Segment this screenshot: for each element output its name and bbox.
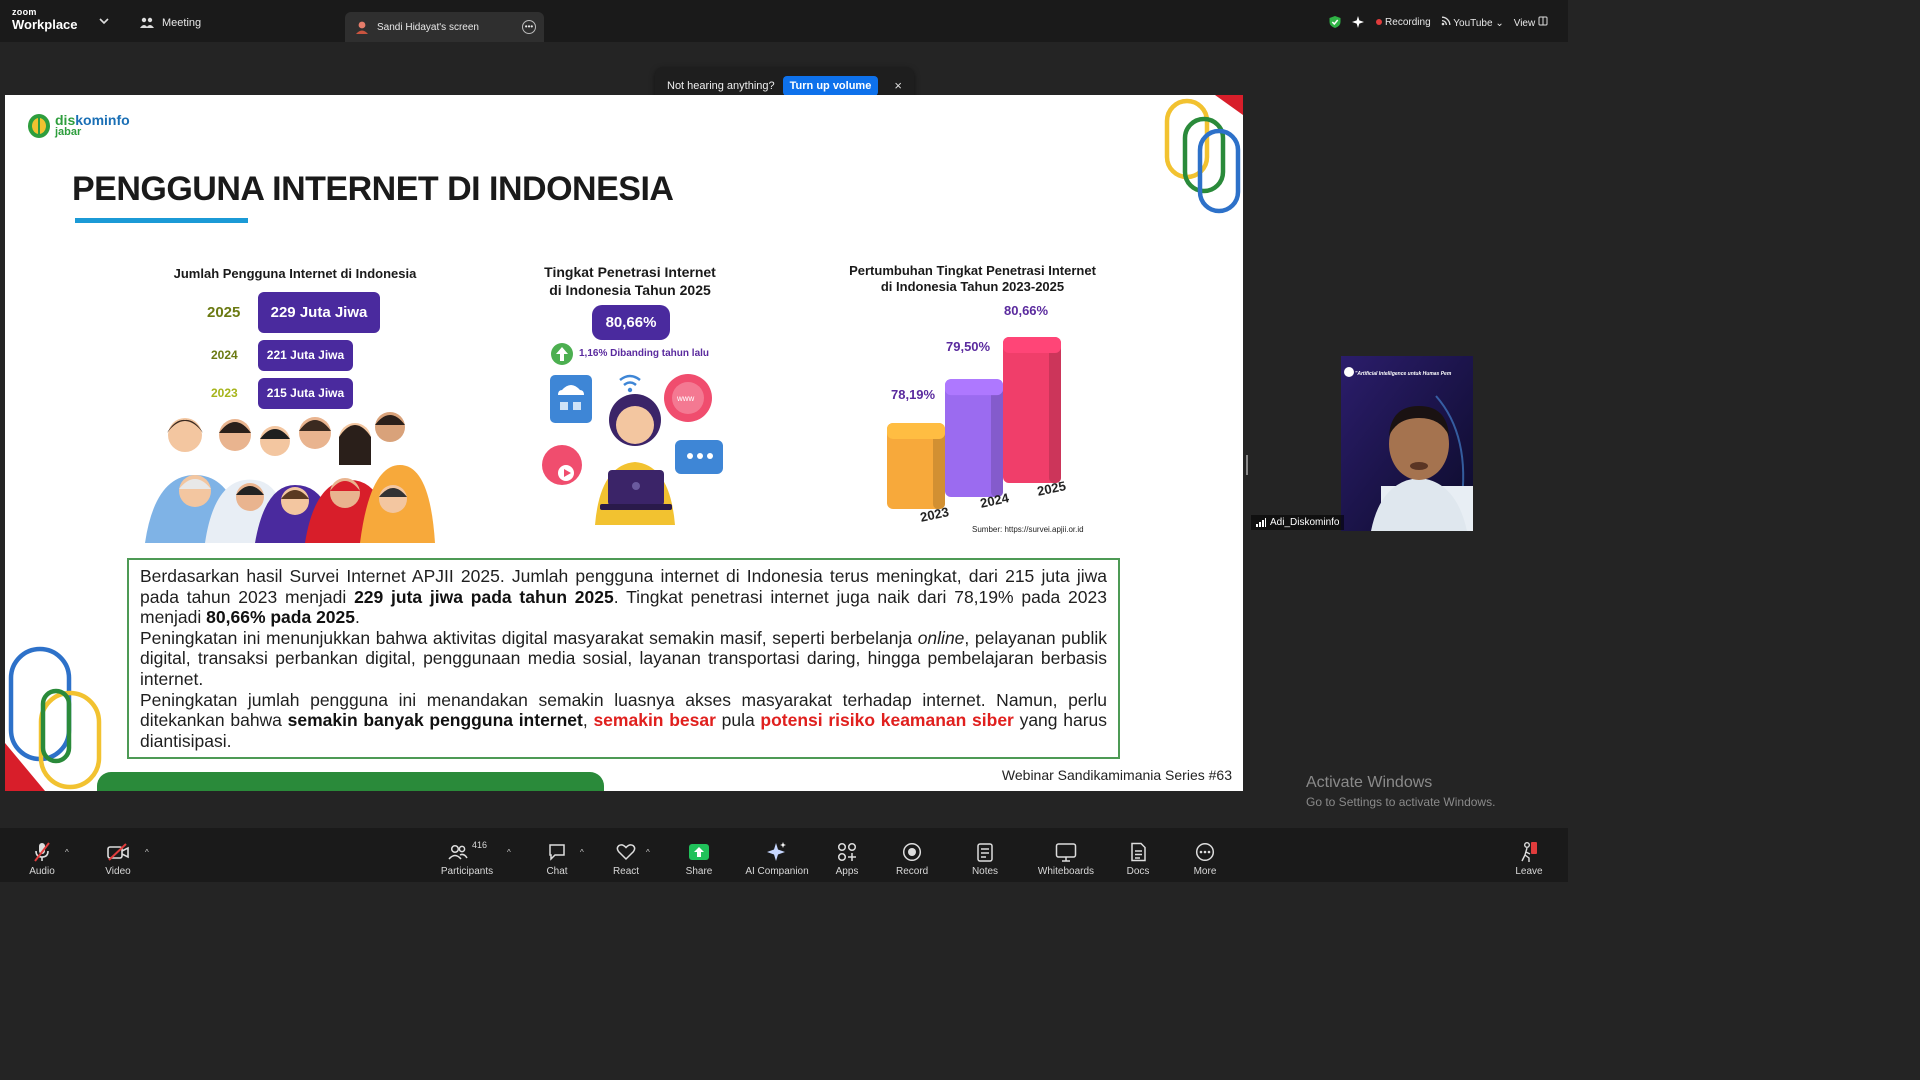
view-grid-icon <box>1538 16 1548 26</box>
decorative-rings-icon <box>1155 95 1243 220</box>
penetration-delta: 1,16% Dibanding tahun lalu <box>579 348 710 359</box>
brand-dis: dis <box>55 111 76 128</box>
users-section-title: Jumlah Pengguna Internet di Indonesia <box>173 266 417 281</box>
recording-indicator[interactable]: Recording <box>1376 17 1431 28</box>
recording-dot-icon <box>1376 19 1382 25</box>
react-button[interactable]: React <box>611 840 641 877</box>
webinar-footer: Webinar Sandikamimania Series #63 <box>1001 767 1232 783</box>
meeting-tab[interactable] <box>140 17 201 29</box>
source-citation: Sumber: https://survei.apjii.or.id <box>972 525 1084 534</box>
growth-2023-value: 78,19% <box>891 387 936 402</box>
participant-video-image <box>1341 356 1473 531</box>
microphone-muted-icon <box>32 841 52 863</box>
ai-sparkle-icon <box>766 841 788 863</box>
camera-off-icon <box>106 842 130 862</box>
chat-options-caret[interactable]: ^ <box>580 848 584 857</box>
notes-button[interactable]: Notes <box>970 840 1000 877</box>
apps-icon <box>837 842 857 862</box>
title-underline <box>75 218 248 223</box>
sparkle-icon[interactable] <box>1352 15 1366 29</box>
users-2024-value: 221 Juta Jiwa <box>258 340 353 371</box>
video-options-caret[interactable]: ^ <box>145 848 149 857</box>
more-button[interactable]: More <box>1192 840 1218 877</box>
share-tab-label: Sandi Hidayat's screen <box>377 21 479 33</box>
record-icon <box>902 842 922 862</box>
top-bar <box>0 0 1568 42</box>
growth-2025-year: 2025 <box>1035 478 1068 499</box>
growth-2023-year: 2023 <box>918 504 951 525</box>
toast-text: Not hearing anything? <box>667 79 775 92</box>
brand-kominfo: kominfo <box>75 111 130 128</box>
panel-resize-handle[interactable] <box>1246 455 1248 475</box>
leave-button[interactable]: Leave <box>1515 840 1543 877</box>
growth-2024-year: 2024 <box>978 490 1011 511</box>
audio-options-caret[interactable]: ^ <box>65 848 69 857</box>
docs-icon <box>1129 842 1147 862</box>
chat-button[interactable]: Chat <box>543 840 571 877</box>
paragraph-1: Berdasarkan hasil Survei Internet APJII 2025. Jumlah pengguna internet di Indonesia terus meningkat, dari 215 juta jiwa pada tahun 2023 menjadi 229 juta jiwa pada tahun 2025. Tingkat penetrasi internet juga naik dari 78,19% pada 2023 menjadi 80,66% pada 2025. <box>140 566 1107 628</box>
jabar-emblem-icon <box>27 111 51 139</box>
users-2023-value: 215 Juta Jiwa <box>258 378 353 409</box>
growth-2025-value: 80,66% <box>1004 303 1049 318</box>
participants-icon <box>447 843 469 861</box>
growth-bar-top-2023 <box>887 423 945 439</box>
whiteboard-icon <box>1055 842 1077 862</box>
shield-check-icon[interactable] <box>1328 15 1342 29</box>
growth-bar-2024 <box>945 379 1003 497</box>
video-button[interactable]: Video <box>103 840 133 877</box>
growth-bar-side-2025 <box>1049 345 1061 483</box>
turn-up-volume-button[interactable]: Turn up volume <box>783 76 879 96</box>
growth-bar-top-2025 <box>1003 337 1061 353</box>
people-icon <box>140 17 154 29</box>
diskominfo-logo <box>27 111 130 139</box>
brand-jabar: jabar <box>55 125 82 138</box>
paragraph-2: Peningkatan ini menunjukkan bahwa aktivitas digital masyarakat semakin masif, seperti berbelanja online, pelayanan publik digital, transaksi perbankan digital, penggunaan media sosial, layanan transportasi daring, hingga pembelajaran berbasis internet. <box>140 627 1108 689</box>
footer-green-bar <box>97 772 604 791</box>
growth-bar-side-2023 <box>933 431 945 509</box>
docs-button[interactable]: Docs <box>1125 840 1151 877</box>
zoom-logo <box>12 8 78 31</box>
participant-name-label: Adi_Diskominfo <box>1251 515 1344 530</box>
paragraph-3: Peningkatan jumlah pengguna ini menandakan semakin luasnya akses masyarakat terhadap internet. Namun, perlu ditekankan bahwa semakin banyak pengguna internet, semakin besar pula potensi risiko keamanan siber yang harus diantisipasi. <box>140 689 1108 751</box>
arrow-up-icon <box>550 342 574 366</box>
decorative-rings-bottom-icon <box>5 643 115 791</box>
participant-count: 416 <box>471 840 488 850</box>
summary-text-box <box>127 558 1120 759</box>
penetration-value: 80,66% <box>592 305 670 340</box>
more-options-icon[interactable]: ••• <box>522 20 536 34</box>
people-crowd-illustration <box>145 405 435 543</box>
laptop-user-illustration <box>540 370 730 530</box>
ai-companion-button[interactable]: AI Companion <box>743 840 811 877</box>
view-button[interactable]: View <box>1514 16 1548 29</box>
top-right-controls <box>1328 15 1548 29</box>
brand-small: zoom <box>12 7 37 17</box>
participant-video-tile[interactable] <box>1341 356 1473 531</box>
growth-bar-2025 <box>1003 337 1061 483</box>
record-button[interactable]: Record <box>896 840 928 877</box>
leave-icon <box>1519 841 1539 863</box>
chat-icon <box>547 842 567 862</box>
brand-name: Workplace <box>12 17 78 32</box>
year-2025-label: 2025 <box>207 304 241 321</box>
year-2023-label: 2023 <box>211 386 238 400</box>
meeting-label: Meeting <box>162 17 202 29</box>
whiteboards-button[interactable]: Whiteboards <box>1036 840 1096 877</box>
svg-text:www: www <box>677 394 695 403</box>
growth-bar-side-2024 <box>991 387 1003 497</box>
growth-bar-2023 <box>887 423 945 509</box>
signal-bars-icon <box>1256 518 1266 527</box>
growth-section-title: Pertumbuhan Tingkat Penetrasi Internet di Indonesia Tahun 2023-2025 <box>849 263 1096 295</box>
more-icon <box>1195 842 1215 862</box>
apps-button[interactable]: Apps <box>833 840 861 877</box>
share-screen-tab[interactable] <box>345 12 544 42</box>
shared-slide <box>5 95 1243 791</box>
avatar <box>355 20 369 34</box>
year-2024-label: 2024 <box>211 348 238 362</box>
penetration-section-title: Tingkat Penetrasi Internet di Indonesia Tahun 2025 <box>544 264 716 298</box>
video-banner-text: "Artificial Intelligence untuk Humas Pem <box>1355 371 1452 377</box>
activate-windows-watermark: Activate Windows Go to Settings to activate Windows. <box>1306 774 1496 809</box>
users-2025-value: 229 Juta Jiwa <box>258 292 380 333</box>
heart-icon <box>616 843 636 861</box>
youtube-stream-button[interactable]: YouTube ⌄ <box>1441 16 1504 29</box>
chevron-down-icon[interactable] <box>98 16 110 26</box>
slide-title: PENGGUNA INTERNET DI INDONESIA <box>72 170 674 208</box>
share-screen-icon <box>688 843 710 861</box>
growth-2024-value: 79,50% <box>946 339 991 354</box>
audio-button[interactable]: Audio <box>27 840 57 877</box>
broadcast-icon <box>1441 16 1451 26</box>
share-button[interactable]: Share <box>685 840 713 877</box>
growth-bar-top-2024 <box>945 379 1003 395</box>
notes-icon <box>976 842 994 862</box>
close-icon[interactable]: × <box>894 78 902 93</box>
react-options-caret[interactable]: ^ <box>646 848 650 857</box>
participants-options-caret[interactable]: ^ <box>507 848 511 857</box>
participants-button[interactable]: 416 Participants <box>440 840 494 877</box>
meeting-toolbar <box>0 828 1568 882</box>
